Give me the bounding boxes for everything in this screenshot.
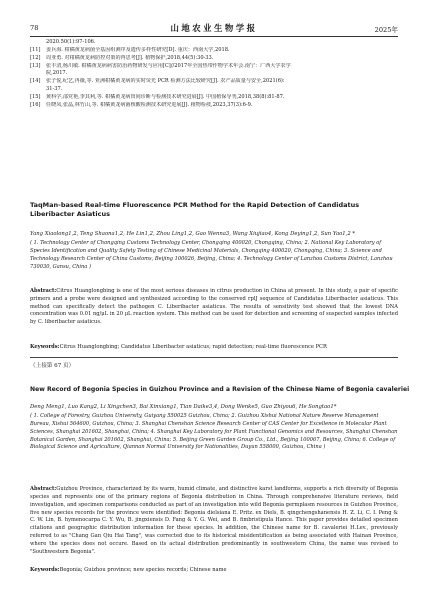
article2-keywords	[30, 567, 398, 573]
reference-line	[30, 70, 398, 78]
reference-text: 姜兵海. 柑橘黄龙病菌全基因组测序及遗传多样性研究[D]. 重庆：西南大学,2018.	[46, 46, 230, 53]
reference-line	[30, 86, 398, 94]
reference-number: [13]	[30, 62, 41, 69]
reference-text: 任晓凤,张晶,林竹山,等. 柑橘黄龙病菌核酸检测技术研究进展[J]. 植物检疫,2023,37(3):6-9.	[46, 101, 253, 108]
article1-abstract	[30, 288, 398, 327]
continued-note: （上接第 67 页）	[30, 363, 75, 369]
reference-line	[30, 55, 398, 63]
article2-affiliations: ( 1. College of Forestry, Guizhou University, Guiyang 550025 Guizhou, China; 2. Guizhou Xishui National Nature Reserve Management Bureau, Xishui 564600, Guizhou, China; 3. Shanghai Chenshan Science Research Center of CAS Center for Excellence in Molecular Plant Sciences, Shanghai 201602, Shanghai, China; 4. Shanghai Key Laboratory for Plant Functional Genomics and Resources, Shanghai Chenshan Botanical Garden, Shanghai 201602, Shanghai, China; 5. Beijing Green Garden Group Co., Ltd., Beijing 100067, Beijing, China; 6. College of Biological Science and Agriculture, Qiannan Normal University for Nationalities, Duyun 558000, Guizhou, China )	[30, 413, 398, 451]
article2-title: New Record of Begonia Species in Guizhou Province and a Revision of the Chinese Name of Begonia cavaleriei	[30, 386, 410, 393]
abstract-text: Guizhou Province, characterized by its warm, humid climate, and distinctive karst landforms, supports a rich diversity of Begonia species and represents one of the primary regions of Begonia distribution in China. Through comprehensive literature reviews, field investigation, and specimen comparisons conducted as part of an investigation into wild Begonia germplasm resources in Guizhou Province, five new species records for the province were identified: Begonia dielsiana E. Pritz. ex Diels, B. qingchengshanensis H. Z. Li, C. I. Peng & C. W. Lin, B. hymenocarpa C. Y. Wu, B. jingxiensis D. Fang & Y. G. Wei, and B. fimbristipula Hance. This paper provides detailed specimen citations and geographic distribution information for these species. In addition, the Chinese name for B. cavaleriei H.Lev., previously referred to as "Chang Gan Qiu Hai Tang", was corrected due to its historical misidentification as being associated with Hainan Province, where the species does not occure. Based on its actual distribution predominantly in southwestern China, the name was revised to "Southwestern Begonia".	[30, 486, 398, 555]
article2-authors: Deng Meng1, Luo Kang2, Li Xingchen3, Bai Xinxiang1, Tian Daike3,4, Dong Wenke5, Guo Zhiyou6, He Songtao1*	[30, 404, 337, 410]
reference-text: 2020.50(1):97-106.	[46, 39, 96, 45]
reference-line	[30, 78, 398, 86]
abstract-label: Abstract:	[30, 486, 57, 492]
reference-list	[30, 39, 398, 110]
reference-text: 黄科学,邵党艳,李其利,等. 柑橘黄龙病田间诊断与检测技术研究进展[J]. 中国植保导刊,2018,38(8):81-87.	[46, 93, 285, 100]
reference-number: [14]	[30, 78, 41, 85]
running-header	[30, 22, 398, 37]
reference-number: [11]	[30, 46, 41, 53]
abstract-text: Citrus Huanglongbing is one of the most serious diseases in citrus production in China at present. In this study, a pair of specific primers and a probe were designed and synthesized according to the conserved rplJ sequence of Candidatus Liberibacter asiaticus. This method can specifically detect the pathogen C. Liberibacter asiaticus. The results of sensitivity test showed that the lowest DNA concentration was 0.01 ng/μL in 20 μL reaction system. This method can be used for detection and screening of suspected samples infected by C. liberibacter asiaticus.	[30, 288, 398, 326]
abstract-label: Abstract:	[30, 288, 57, 294]
reference-number: [12]	[30, 54, 41, 61]
journal-name: 山地农业生物学报	[170, 23, 258, 33]
reference-text: 周亚勇. 对柑橘黄龙病防控对策的再思考[J]. 植物保护,2018,44(5):30-33.	[46, 54, 214, 61]
reference-text: 张子悦,纪艺,冉薇,等. 亚洲柑橘黄龙病的实时荧光 PCR 检测方法比较研究[J]. 农产品质量与安全,2021(6):	[46, 78, 285, 85]
reference-line	[30, 39, 398, 47]
article2-abstract	[30, 486, 398, 557]
reference-line	[30, 63, 398, 71]
page	[30, 22, 410, 573]
reference-line	[30, 94, 398, 102]
article1-title: TaqMan-based Real-time Fluorescence PCR Method for the Rapid Detection of Candidatus Liberibacter Asiaticus	[30, 201, 360, 218]
article1-affiliations: ( 1. Technology Center of Chongqing Customs Technology Center, Chongqing 400020, Chongqing, China; 2. National Key Laboratory of Species Identification and Quality Safety Testing of Chinese Medicinal Materials, Chongqing 400020, Chongqing, China; 3. Science and Technology Research Center of China Customs, Beijing 100026, Beijing, China; 4. Technology Center of Lanzhou Customs District, Lanzhou 730030, Gansu, China )	[30, 240, 393, 270]
publication-year: 2025年	[374, 26, 398, 34]
keywords-label: Keywords:	[30, 344, 60, 350]
reference-text: 31-37.	[46, 86, 63, 93]
keywords-text: Citrus Huanglongbing; Candidatus Liberibacter asiaticus; rapid detection; real-time fluorescence PCR	[59, 344, 327, 350]
reference-number: [16]	[30, 101, 41, 108]
article1-authors: Yang Xiaolong1,2, Teng Shaona1,2, He Lin1,2, Zhou Ling1,2, Gao Wenna3, Wang Xiujiao4, Kong Deying1,2, Sun Yao1,2 *	[30, 231, 356, 237]
page-number: 78	[30, 24, 39, 32]
reference-text: 张丰清,杨川敏. 柑橘黄龙病病害防治药物研发与应用[C]//2017年全国热带作物学术年会.南宁：广西大学农学	[46, 62, 291, 69]
article1-keywords	[30, 344, 398, 350]
keywords-label: Keywords:	[30, 567, 60, 573]
reference-number: [15]	[30, 93, 41, 100]
reference-line	[30, 102, 398, 110]
reference-line	[30, 47, 398, 55]
reference-text: 院,2017.	[46, 70, 68, 77]
keywords-text: Begonia; Guizhou province; new species records; Chinese name	[59, 567, 227, 573]
section-divider	[30, 357, 398, 358]
